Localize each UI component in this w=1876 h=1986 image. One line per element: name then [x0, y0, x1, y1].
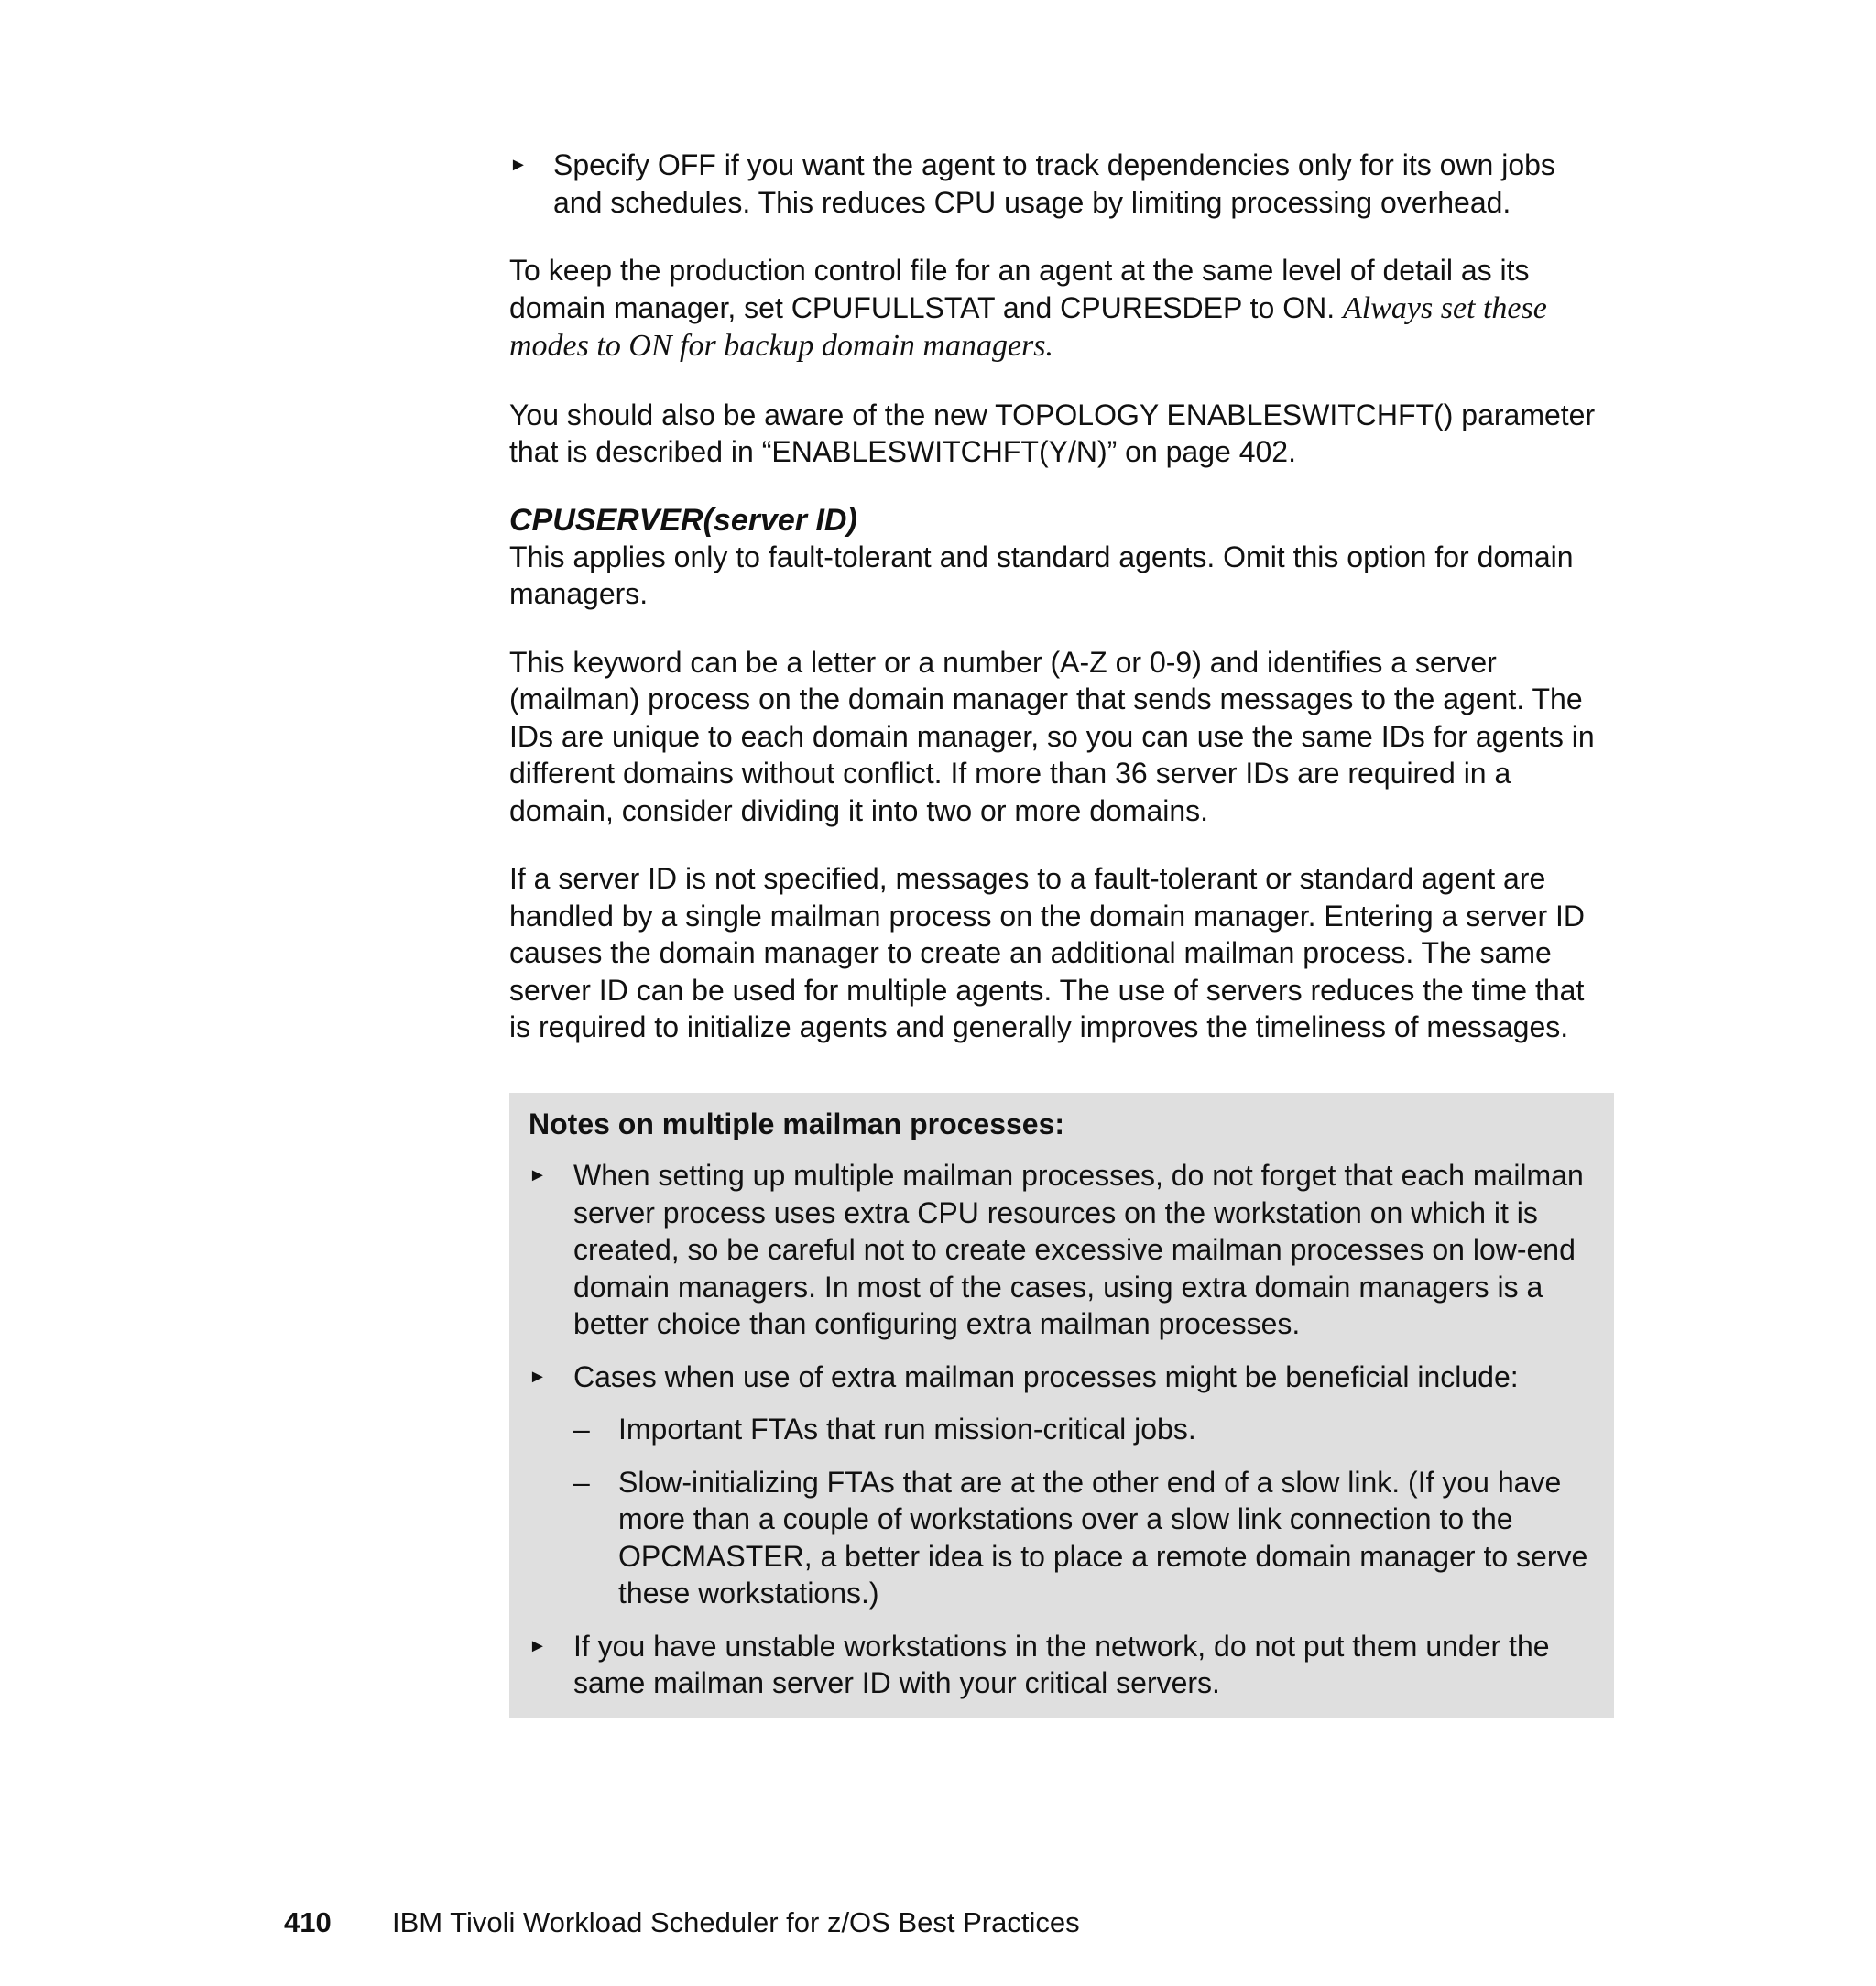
bullet-marker: ►	[529, 1366, 547, 1387]
paragraph-server-id: If a server ID is not specified, messages to a fault-tolerant or standard agent are handled by a single mailman process on the domain manager. Entering a server ID causes the domain manager to create an additional mailman process. The same server ID can be used for multiple agents. The use of servers reduces the time that is required to initialize agents and generally improves the timeliness of messages.	[509, 862, 1585, 1043]
notes-bullet-item	[529, 1359, 1600, 1396]
bullet-text: Specify OFF if you want the agent to track dependencies only for its own jobs and schedules. This reduces CPU usage by limiting processing overhead.	[553, 148, 1555, 219]
dash-marker: –	[573, 1465, 590, 1499]
bullet-text: If you have unstable workstations in the network, do not put them under the same mailman server ID with your critical servers.	[573, 1629, 1550, 1699]
page-number: 410	[284, 1906, 332, 1938]
notes-dash-item	[529, 1411, 1600, 1448]
paragraph-topology: You should also be aware of the new TOPOLOGY ENABLESWITCHFT() parameter that is described in “ENABLESWITCHFT(Y/N)” on page 402.	[509, 398, 1596, 468]
notes-bullet-item	[529, 1157, 1600, 1343]
notes-bullet-item	[529, 1628, 1600, 1702]
paragraph-text: To keep the production control file for an agent at the same level of detail as its domain manager, set CPUFULLSTAT and CPURESDEP to ON.	[509, 254, 1530, 324]
page-footer	[284, 1904, 1080, 1941]
dash-text: Slow-initializing FTAs that are at the other end of a slow link. (If you have more than a couple of workstations over a slow link connection to the OPCMASTER, a better idea is to place a remote domain manager to serve these workstations.)	[618, 1465, 1588, 1610]
section-heading-cpuserver: CPUSERVER(server ID)	[509, 502, 857, 538]
notes-dash-item	[529, 1464, 1600, 1612]
notes-content	[529, 1106, 1600, 1702]
notes-title: Notes on multiple mailman processes:	[529, 1108, 1065, 1140]
notes-box	[509, 1093, 1614, 1718]
emphasis-text: Always set these modes to ON for backup domain managers.	[509, 290, 1547, 363]
paragraph-keep-production	[509, 252, 1609, 366]
dash-marker: –	[573, 1413, 590, 1446]
bullet-marker: ►	[529, 1165, 547, 1185]
bullet-item-off	[509, 147, 1609, 221]
paragraph-applies: This applies only to fault-tolerant and standard agents. Omit this option for domain managers.	[509, 540, 1574, 610]
bullet-marker: ►	[509, 155, 528, 175]
bullet-text: Cases when use of extra mailman processes might be beneficial include:	[573, 1359, 1519, 1393]
bullet-text: When setting up multiple mailman processes, do not forget that each mailman server process uses extra CPU resources on the workstation on which it is created, so be careful not to create excessive mailman processes on low-end domain managers. In most of the cases, using extra domain managers is a better choice than configuring extra mailman processes.	[573, 1159, 1584, 1340]
book-title: IBM Tivoli Workload Scheduler for z/OS Best Practices	[392, 1906, 1080, 1938]
main-content	[509, 147, 1609, 1046]
bullet-marker: ►	[529, 1635, 547, 1656]
paragraph-keyword: This keyword can be a letter or a number (A-Z or 0-9) and identifies a server (mailman) process on the domain manager that sends messages to the agent. The IDs are unique to each domain manager, so you can use the same IDs for agents in different domains without conflict. If more than 36 server IDs are required in a domain, consider dividing it into two or more domains.	[509, 645, 1595, 827]
dash-text: Important FTAs that run mission-critical jobs.	[618, 1413, 1196, 1446]
